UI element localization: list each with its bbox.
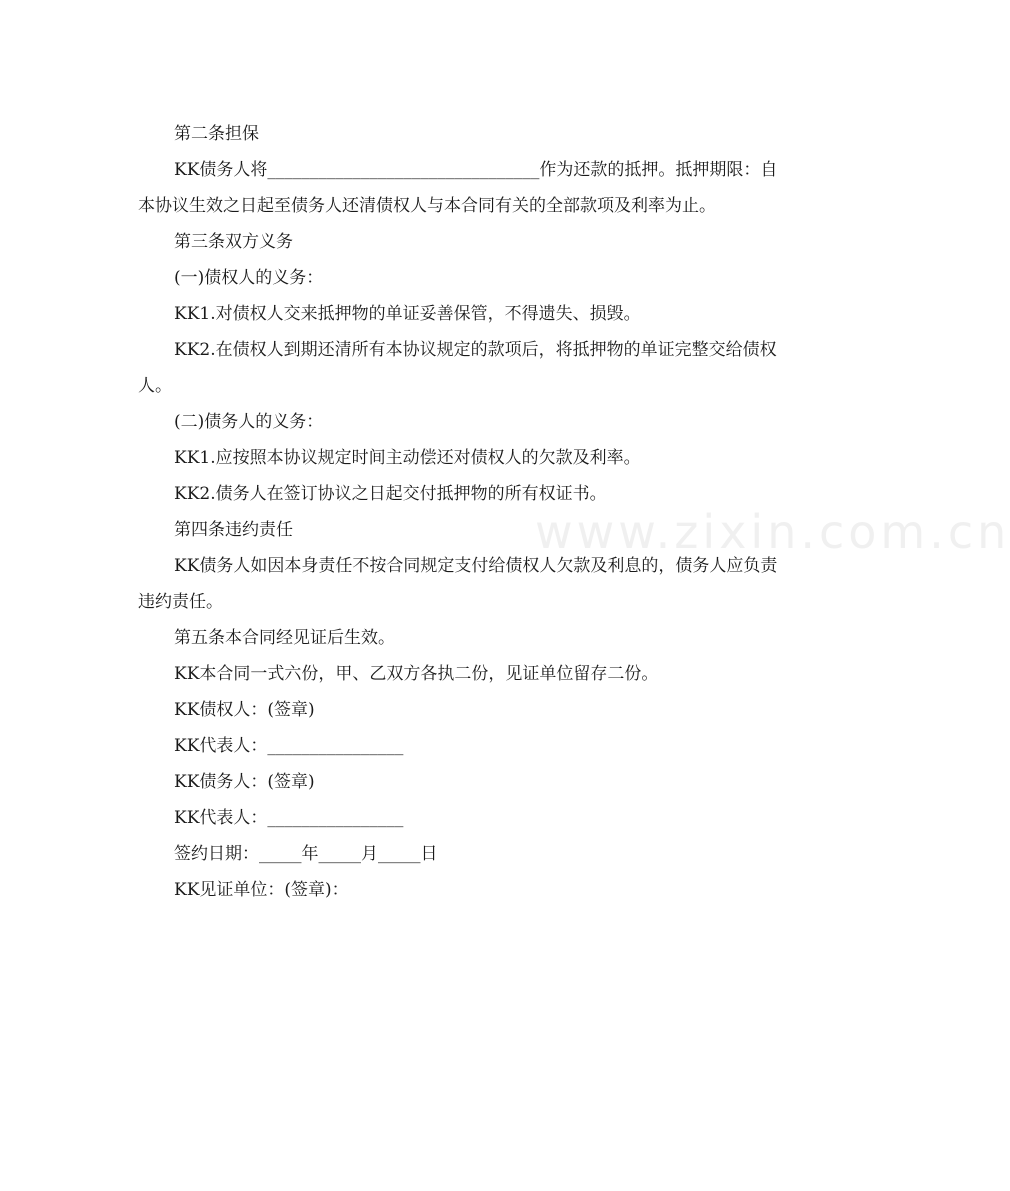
signing-date-line: 签约日期：_____年_____月_____日: [174, 844, 438, 864]
article-3-heading: 第三条双方义务: [174, 232, 293, 252]
creditor-obligation-2: KK2.在债权人到期还清所有本协议规定的款项后，将抵押物的单证完整交给债权人。: [138, 340, 777, 396]
debtor-obligation-2: KK2.债务人在签订协议之日起交付抵押物的所有权证书。: [174, 484, 607, 504]
witness-signature-line: KK见证单位：(签章)：: [174, 880, 349, 900]
creditor-obligation-1: KK1.对债权人交来抵押物的单证妥善保管，不得遗失、损毁。: [174, 304, 641, 324]
debtor-obligations-heading: (二)债务人的义务：: [174, 412, 324, 432]
debtor-representative-line: KK代表人：________________: [174, 808, 404, 828]
debtor-obligation-1: KK1.应按照本协议规定时间主动偿还对债权人的欠款及利率。: [174, 448, 641, 468]
watermark-text: www.zixin.com.cn: [535, 505, 1010, 559]
article-4-heading: 第四条违约责任: [174, 520, 293, 540]
article-2-heading: 第二条担保: [174, 124, 259, 144]
document-body: [138, 116, 778, 908]
debtor-signature-line: KK债务人：(签章): [174, 772, 315, 792]
article-5-heading: 第五条本合同经见证后生效。: [174, 628, 395, 648]
copies-clause: KK本合同一式六份，甲、乙双方各执二份，见证单位留存二份。: [174, 664, 659, 684]
creditor-signature-line: KK债权人：(签章): [174, 700, 315, 720]
creditor-obligations-heading: (一)债权人的义务：: [174, 268, 324, 288]
creditor-representative-line: KK代表人：________________: [174, 736, 404, 756]
article-2-text: KK债务人将________________________________作为还款的抵押。抵押期限：自本协议生效之日起至债务人还清债权人与本合同有关的全部款项及利率为止。: [138, 160, 778, 216]
article-4-text: KK债务人如因本身责任不按合同规定支付给债权人欠款及利息的，债务人应负责违约责任。: [138, 556, 778, 612]
